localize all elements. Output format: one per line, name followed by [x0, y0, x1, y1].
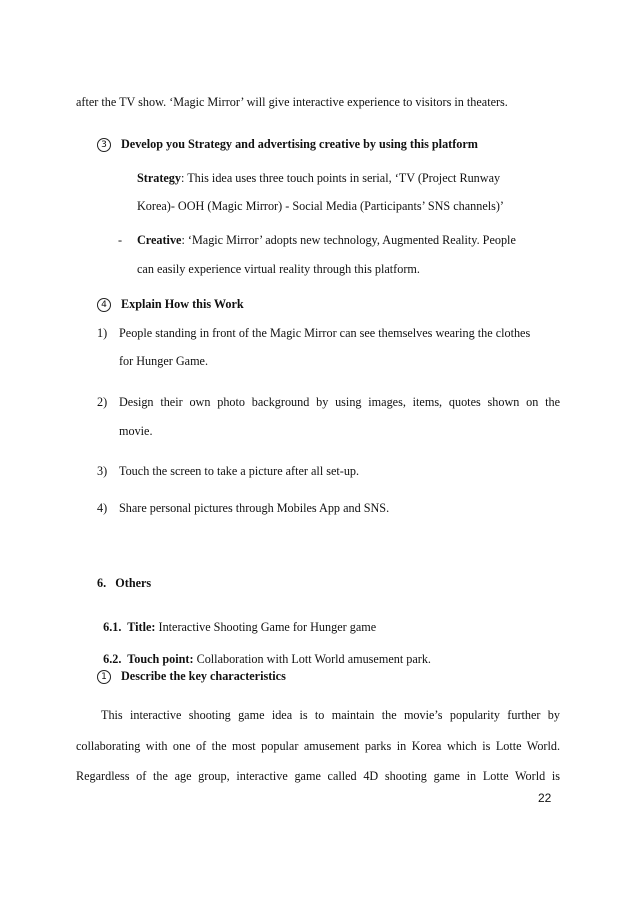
heading-text: Describe the key characteristics	[121, 669, 286, 683]
section-heading-others: 6. Others	[97, 576, 152, 590]
circled-number-icon: 1	[97, 670, 111, 684]
list-item-1-line-1: People standing in front of the Magic Mirror can see themselves wearing the clothes	[119, 326, 531, 340]
body-paragraph-line-2: collaborating with one of the most popular amusement parks in Korea which is Lotte World.	[76, 739, 560, 753]
title-value: Interactive Shooting Game for Hunger game	[155, 620, 377, 634]
creative-label: Creative	[137, 233, 182, 247]
heading-text: Develop you Strategy and advertising creative by using this platform	[121, 137, 478, 151]
paragraph-continuation: after the TV show. ‘Magic Mirror’ will give interactive experience to visitors in theaters.	[76, 95, 508, 109]
page-number: 22	[538, 791, 552, 805]
body-paragraph-line-3: Regardless of the age group, interactive game called 4D shooting game in Lotte World is	[76, 769, 560, 783]
circled-number-icon: 3	[97, 138, 111, 152]
list-item-4: Share personal pictures through Mobiles App and SNS.	[119, 501, 390, 515]
touch-point-label: 6.2. Touch point:	[103, 652, 194, 666]
title-label: 6.1. Title:	[103, 620, 156, 634]
strategy-label: Strategy	[137, 171, 181, 185]
circled-number-icon: 4	[97, 298, 111, 312]
title-line	[97, 603, 376, 635]
dash-bullet: -	[118, 233, 123, 247]
list-number: 1)	[97, 326, 108, 340]
list-item-1-line-2: for Hunger Game.	[119, 354, 209, 368]
heading-explain-how	[97, 296, 244, 312]
strategy-line-2: Korea)- OOH (Magic Mirror) - Social Media (Participants’ SNS channels)’	[137, 199, 504, 213]
body-paragraph-line-1: This interactive shooting game idea is to maintain the movie’s popularity further by	[101, 708, 560, 722]
strategy-text: : This idea uses three touch points in serial, ‘TV (Project Runway	[181, 171, 501, 185]
touch-point-value: Collaboration with Lott World amusement park.	[193, 652, 431, 666]
heading-key-characteristics	[97, 668, 286, 684]
list-number: 3)	[97, 464, 108, 478]
heading-develop-strategy	[97, 136, 478, 152]
creative-line-1	[137, 232, 516, 248]
strategy-line-1	[137, 170, 500, 186]
list-number: 4)	[97, 501, 108, 515]
creative-line-2: can easily experience virtual reality through this platform.	[137, 262, 420, 276]
list-item-2-line-1: Design their own photo background by using images, items, quotes shown on the	[119, 395, 560, 409]
list-item-2-line-2: movie.	[119, 424, 153, 438]
touch-point-line	[97, 635, 431, 667]
creative-text: : ‘Magic Mirror’ adopts new technology, Augmented Reality. People	[181, 233, 516, 247]
heading-text: Explain How this Work	[121, 297, 244, 311]
list-item-3: Touch the screen to take a picture after all set-up.	[119, 464, 360, 478]
list-number: 2)	[97, 395, 108, 409]
